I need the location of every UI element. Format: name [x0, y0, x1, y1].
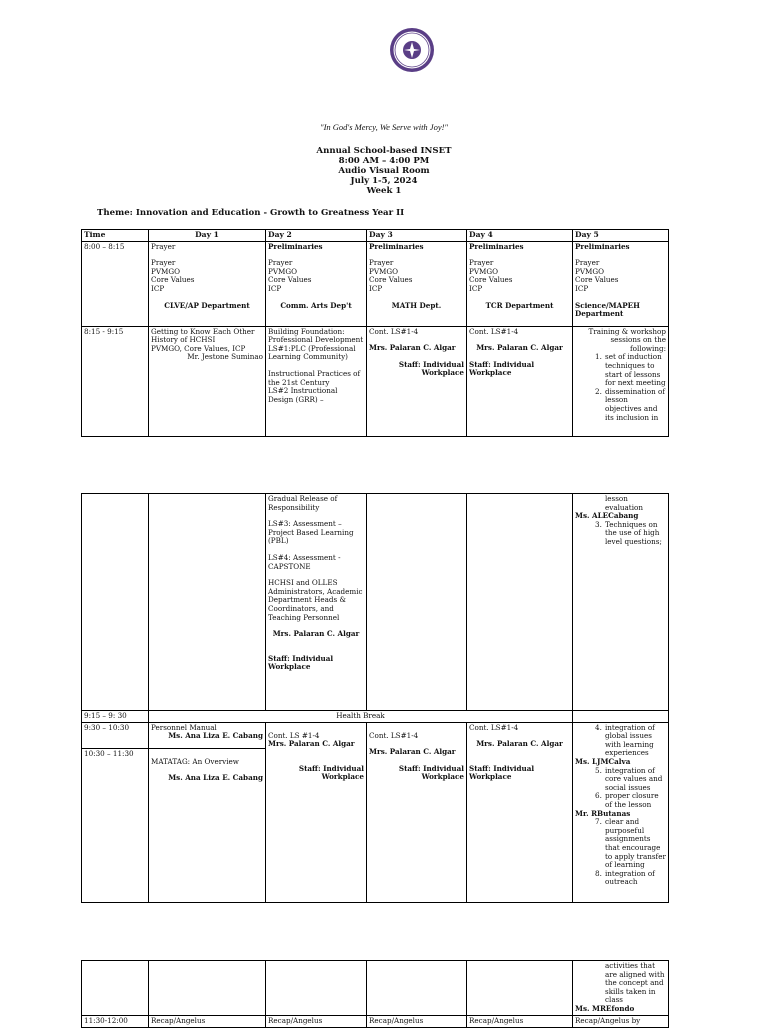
training-list — [575, 353, 666, 422]
cell-text: PVMGO — [369, 266, 399, 276]
header-time: Time — [82, 230, 149, 242]
inset-venue: Audio Visual Room — [338, 166, 430, 176]
cell-text: Cont. LS#1-4 — [369, 730, 419, 740]
training-list — [575, 767, 666, 810]
day4-cell — [467, 494, 573, 711]
cell-text: Getting to Know Each Other — [151, 326, 255, 336]
motto: "In God's Mercy, We Serve with Joy!" — [320, 122, 448, 132]
cell-text: Cont. LS#1-4 — [469, 326, 519, 336]
day2-session-cell — [266, 494, 367, 711]
cell-text: lesson evaluation — [605, 494, 643, 512]
cell-text: PVMGO, Core Values, ICP — [151, 343, 246, 353]
cell-text: ICP — [268, 283, 282, 293]
header-day5: Day 5 — [573, 230, 669, 242]
staff-note: Staff: Individual Workplace — [398, 359, 464, 378]
training-list — [575, 521, 666, 547]
cell-text: integration of core values and social issues — [605, 765, 663, 792]
speaker-name: Mrs. Palaran C. Algar — [268, 739, 355, 749]
time-cell: 8:00 – 8:15 — [82, 241, 149, 326]
training-list — [575, 818, 666, 887]
day4-session-cell — [467, 326, 573, 436]
cell-text: integration of global issues with learning experiences — [605, 722, 655, 758]
cell-text: Prayer — [369, 258, 394, 268]
day5-prelim-cell — [573, 241, 669, 326]
day5-session-cell — [573, 961, 669, 1016]
time-cell — [82, 494, 149, 711]
staff-note: Staff: Individual Workplace — [398, 763, 464, 782]
cell-text: LS#1:PLC (Professional Learning Community) — [268, 343, 356, 362]
cell-text: Techniques on the use of high level questions; — [605, 519, 662, 546]
cell-text: Training & workshop sessions on the following: — [588, 326, 666, 353]
cell-text: Personnel Manual — [151, 722, 217, 732]
table-row — [82, 961, 669, 1016]
time-cell — [82, 722, 149, 902]
cell-text: MATATAG: An Overview — [151, 756, 239, 766]
cell-text: Preliminaries — [268, 241, 323, 251]
cell-text: PVMGO — [469, 266, 499, 276]
department-label: CLVE/AP Department — [164, 300, 250, 310]
list-item: 5. integration of core values and social issues — [595, 765, 663, 792]
list-item: 6. proper closure of the lesson — [595, 791, 659, 809]
day1-prelim-cell — [149, 241, 266, 326]
day1-cell — [149, 494, 266, 711]
schedule-table-part1 — [81, 229, 669, 437]
day4-prelim-cell — [467, 241, 573, 326]
time-cell: 11:30-12:00 — [82, 1015, 149, 1027]
cell-text: integration of outreach — [605, 868, 655, 887]
schedule-table-part2 — [81, 493, 669, 903]
header-day3: Day 3 — [367, 230, 467, 242]
speaker-name: Mrs. Palaran C. Algar — [272, 629, 360, 639]
cell-text: Preliminaries — [369, 241, 424, 251]
cell-text: PVMGO — [575, 266, 605, 276]
day2-session-cell — [266, 722, 367, 902]
cell-text: Core Values — [369, 275, 413, 285]
cell-text: Cont. LS#1-4 — [369, 326, 419, 336]
staff-note: Staff: Individual Workplace — [469, 763, 535, 782]
training-list — [575, 724, 666, 758]
day3-session-cell — [367, 722, 467, 902]
day2-session-cell — [266, 326, 367, 436]
header-day1: Day 1 — [149, 230, 266, 242]
day3-session-cell — [367, 326, 467, 436]
cell-text: set of induction techniques to start of lessons for next meeting — [605, 352, 666, 388]
department-label: Comm. Arts Dep't — [280, 300, 352, 310]
cell-text: Building Foundation: Professional Development — [268, 326, 364, 345]
day3-prelim-cell — [367, 241, 467, 326]
cell-text: dissemination of lesson objectives and its inclusion in — [605, 386, 665, 422]
day1-session-cell — [149, 326, 266, 436]
cell-text: ICP — [575, 283, 589, 293]
facilitator-name: Ms. LJMCalva — [575, 756, 631, 766]
cell-text: Instructional Practices of the 21st Century — [268, 368, 361, 387]
staff-note: Staff: Individual Workplace — [268, 653, 334, 672]
header-day4: Day 4 — [467, 230, 573, 242]
department-label: TCR Department — [485, 300, 554, 310]
speaker-name: Mrs. Palaran C. Algar — [369, 747, 456, 757]
table-row — [82, 1015, 669, 1027]
cell-text: activities that are aligned with the concept and skills taken in class — [605, 961, 665, 1005]
cell-text: HCHSI and OLLES Administrators, Academic Department Heads & Coordinators, and Teaching Personnel — [268, 578, 363, 622]
cell-text: clear and purposeful assignments that encourage to apply transfer of learning — [605, 817, 666, 870]
cell-text: Core Values — [469, 275, 513, 285]
speaker-name: Mr. Jestone Suminao — [187, 352, 263, 362]
inset-time: 8:00 AM – 4:00 PM — [338, 156, 430, 166]
cell-text: Cont. LS#1-4 — [469, 722, 519, 732]
day3-recap: Recap/Angelus — [367, 1015, 467, 1027]
cell-text: LS#2 Instructional Design (GRR) – — [268, 386, 338, 404]
time-cell: 8:15 - 9:15 — [82, 326, 149, 436]
day4-recap: Recap/Angelus — [467, 1015, 573, 1027]
speaker-name: Ms. Ana Liza E. Cabang — [168, 731, 263, 741]
list-item: 4. integration of global issues with learning experiences — [595, 722, 655, 758]
cell-text: Core Values — [268, 275, 312, 285]
cell-text: LS#3: Assessment – Project Based Learning (PBL) — [268, 519, 354, 546]
speaker-name: Ms. Ana Liza E. Cabang — [168, 773, 263, 783]
speaker-name: Mrs. Palaran C. Algar — [476, 343, 563, 353]
cell-text: Prayer — [151, 241, 176, 251]
table-row — [82, 326, 669, 436]
header-row — [82, 230, 669, 242]
cell-text: Cont. LS #1-4 — [268, 730, 320, 740]
cell-text: ICP — [151, 283, 165, 293]
day1-session-cell — [149, 722, 266, 902]
inset-dates: July 1-5, 2024 — [350, 176, 418, 186]
speaker-name: Mrs. Palaran C. Algar — [369, 343, 456, 353]
list-item: 3. Techniques on the use of high level questions; — [595, 519, 662, 546]
speaker-name: Mrs. Palaran C. Algar — [476, 739, 563, 749]
cell-text: ICP — [469, 283, 483, 293]
list-item: 1. set of induction techniques to start of lessons for next meeting — [595, 352, 666, 388]
day2-prelim-cell — [266, 241, 367, 326]
time-cell: 9:15 – 9: 30 — [82, 711, 149, 723]
inset-week: Week 1 — [366, 186, 402, 196]
staff-note: Staff: Individual Workplace — [469, 359, 535, 378]
day1-cell — [149, 961, 266, 1016]
theme: Theme: Innovation and Education - Growth to Greatness Year II — [97, 208, 405, 218]
title-block — [0, 146, 768, 196]
department-label: Science/MAPEH Department — [575, 300, 640, 319]
list-item: 2. dissemination of lesson objectives and its inclusion in — [595, 386, 665, 422]
day2-cell — [266, 961, 367, 1016]
day5-session-cell — [573, 494, 669, 711]
health-break-cell: Health Break — [149, 711, 573, 723]
cell-text: PVMGO — [151, 266, 181, 276]
time-cell — [82, 961, 149, 1016]
cell-text: Prayer — [268, 258, 293, 268]
day3-cell — [367, 961, 467, 1016]
day2-recap: Recap/Angelus — [266, 1015, 367, 1027]
cell-text: ICP — [369, 283, 383, 293]
cell-text: Prayer — [151, 258, 176, 268]
time-slot: 9:30 – 10:30 — [82, 723, 148, 749]
cell-text: Preliminaries — [575, 241, 630, 251]
day5-session-cell — [573, 722, 669, 902]
cell-text: proper closure of the lesson — [605, 791, 659, 809]
day1-recap: Recap/Angelus — [149, 1015, 266, 1027]
cell-text: Core Values — [151, 275, 195, 285]
facilitator-name: Mr. RButanas — [575, 808, 631, 818]
staff-note: Staff: Individual Workplace — [298, 763, 364, 782]
schedule-table-part3 — [81, 960, 669, 1028]
cell-text: PVMGO — [268, 266, 298, 276]
facilitator-name: Ms. MREfondo — [575, 1003, 635, 1013]
header-day2: Day 2 — [266, 230, 367, 242]
department-label: MATH Dept. — [391, 300, 442, 310]
cell-text: Prayer — [469, 258, 494, 268]
list-item: 8. integration of outreach — [595, 868, 655, 887]
day4-cell — [467, 961, 573, 1016]
cell-text: Core Values — [575, 275, 619, 285]
school-seal — [389, 27, 435, 73]
table-row — [82, 722, 669, 902]
cell-text: History of HCHSI — [151, 335, 216, 345]
cell-text: Prayer — [575, 258, 600, 268]
break-row — [82, 711, 669, 723]
day5-recap: Recap/Angelus by — [573, 1015, 669, 1027]
cell-text: Preliminaries — [469, 241, 524, 251]
list-item: 7. clear and purposeful assignments that encourage to apply transfer of learning — [595, 817, 666, 870]
day3-cell — [367, 494, 467, 711]
cell-text: Gradual Release of Responsibility — [268, 494, 338, 512]
table-row — [82, 241, 669, 326]
inset-title: Annual School-based INSET — [316, 146, 452, 156]
day5-cell — [573, 711, 669, 723]
time-slot: 10:30 – 11:30 — [84, 748, 134, 758]
cell-text: LS#4: Assessment - CAPSTONE — [268, 552, 341, 571]
facilitator-name: Ms. ALECabang — [575, 511, 639, 521]
day4-session-cell — [467, 722, 573, 902]
table-row — [82, 494, 669, 711]
day5-session-cell — [573, 326, 669, 436]
